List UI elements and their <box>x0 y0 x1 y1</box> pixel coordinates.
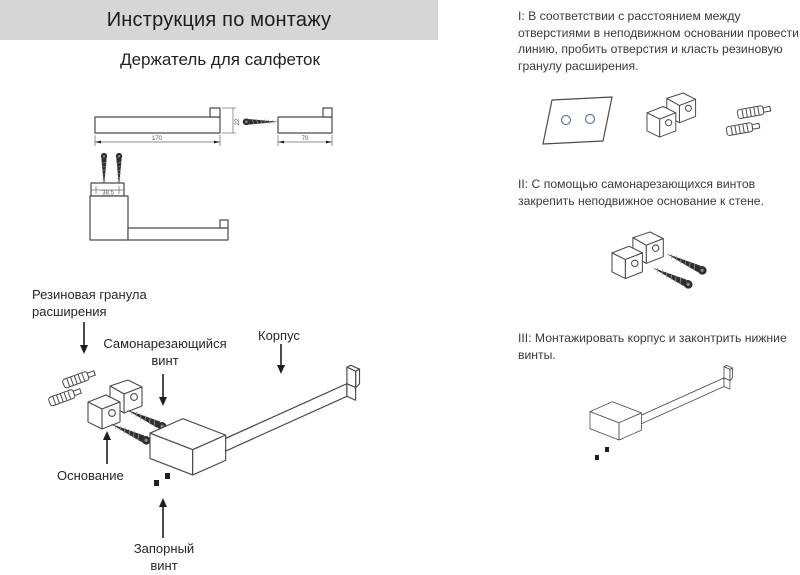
technical-drawing <box>20 90 480 265</box>
set-screw-label: Запорный винт <box>133 541 195 573</box>
step-3-illustration <box>590 365 733 460</box>
drill-template-icon <box>543 97 612 144</box>
anchor-icon <box>48 387 82 407</box>
step-1-text: I: В соответствии с расстоянием между отверстиями в неподвижном основании провести линию, пробить отверстия и класть резиновую гранулу расширения. <box>518 9 799 73</box>
arrow-up-setscrew-icon <box>159 498 167 538</box>
anchor-label: Резиновая гранула расширения <box>32 287 147 319</box>
set-screw-icon <box>165 473 170 479</box>
dim-length-label: 170 <box>151 136 163 142</box>
front-view-drawing <box>90 153 228 240</box>
exploded-view-drawing <box>0 280 500 572</box>
screw-icon <box>665 250 709 276</box>
screw-icon <box>101 153 107 186</box>
set-screw-icon <box>154 480 159 486</box>
anchor-icon <box>726 121 760 136</box>
page-header <box>0 0 438 40</box>
body-icon <box>150 365 360 475</box>
anchor-icon <box>62 369 96 389</box>
dim-depth-label: 70 <box>301 136 309 142</box>
screw-icon <box>243 118 278 125</box>
step-1-illustration <box>543 93 771 144</box>
page-title-text: Инструкция по монтажу <box>106 8 332 31</box>
arrow-down-anchor-icon <box>80 322 88 354</box>
set-screw-icon <box>595 455 599 460</box>
end-view-drawing <box>243 108 332 146</box>
body-icon <box>590 365 733 440</box>
arrow-down-body-icon <box>277 344 285 374</box>
screw-icon <box>116 153 122 186</box>
set-screw-icon <box>605 447 609 452</box>
step-3-text: III: Монтажировать корпус и законтрить нижние винты. <box>518 331 787 362</box>
base-label: Основание <box>57 468 124 483</box>
base-block-icon <box>647 93 696 137</box>
side-view-drawing <box>95 108 241 146</box>
screw-label: Самонарезающийся винт <box>103 336 227 368</box>
step-2-text: II: С помощью самонарезающихся винтов закрепить неподвижное основание к стене. <box>518 177 764 208</box>
step-2-illustration <box>612 232 708 290</box>
body-label: Корпус <box>258 328 300 343</box>
page-title <box>107 9 332 32</box>
arrow-down-screw-icon <box>159 374 167 406</box>
dim-height-label: 22 <box>235 118 241 126</box>
dim-hole-spacing-label: 38.5 <box>102 190 114 197</box>
product-subtitle: Держатель для салфеток <box>120 50 320 69</box>
base-block-icon <box>612 232 663 279</box>
screw-icon <box>651 264 695 290</box>
anchor-icon <box>737 104 771 119</box>
step-illustrations <box>500 0 800 572</box>
base-block-icon <box>88 380 142 429</box>
arrow-up-base-icon <box>103 431 111 464</box>
